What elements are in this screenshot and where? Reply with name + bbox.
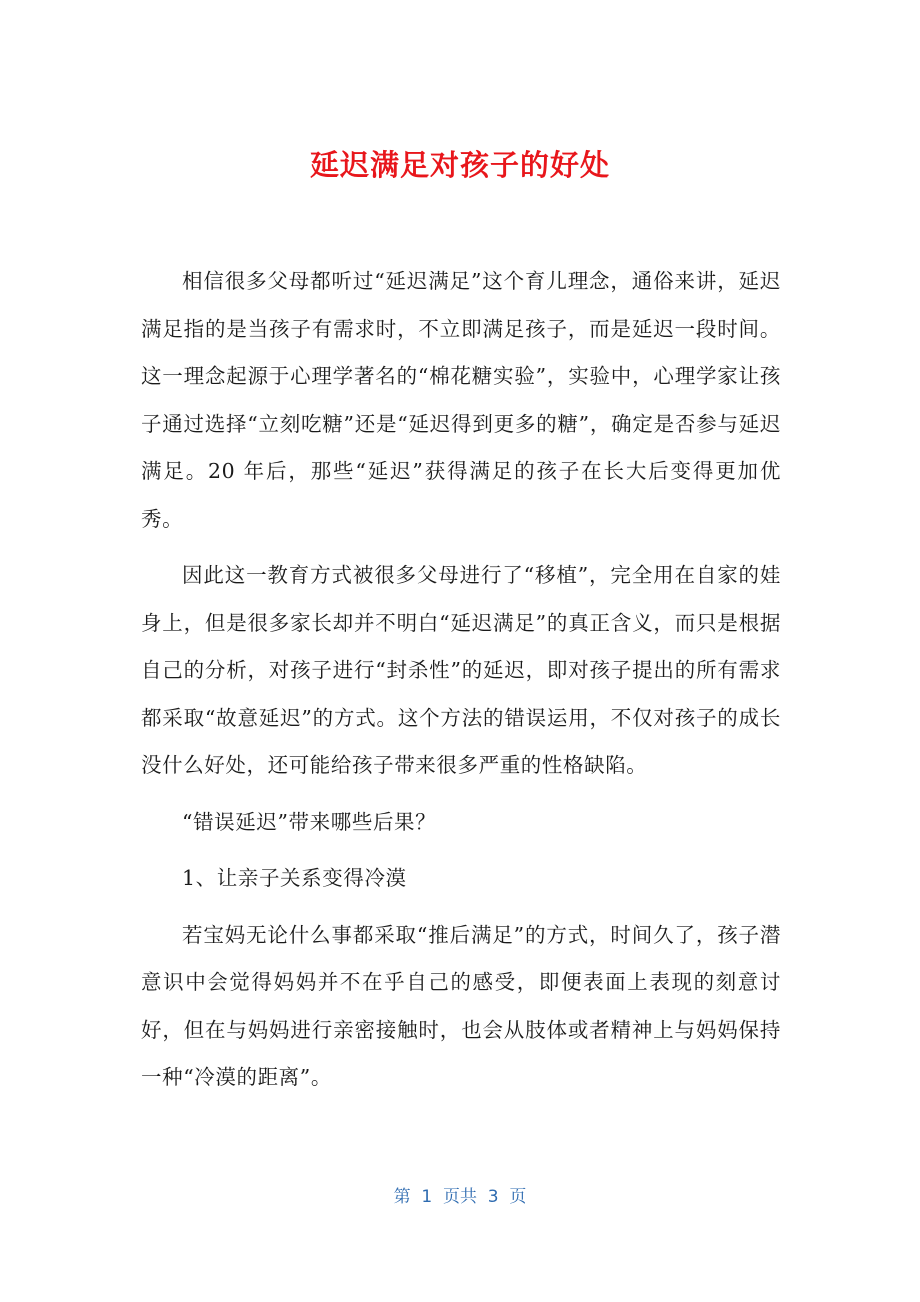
document-body xyxy=(141,258,781,1102)
paragraph-cold-relationship: 若宝妈无论什么事都采取“推后满足”的方式，时间久了，孩子潜意识中会觉得妈妈并不在乎自己的感受，即便表面上表现的刻意讨好，但在与妈妈进行亲密接触时，也会从肢体或者精神上与妈妈保持一种“冷漠的距离”。 xyxy=(141,922,781,1089)
page-number-footer: 第 1 页共 3 页 xyxy=(393,1187,527,1207)
document-title: 延迟满足对孩子的好处 xyxy=(309,148,610,182)
paragraph-misuse: 因此这一教育方式被很多父母进行了“移植”，完全用在自家的娃身上，但是很多家长却并不明白“延迟满足”的真正含义，而只是根据自己的分析，对孩子进行“封杀性”的延迟，即对孩子提出的所有需求都采取“故意延迟”的方式。这个方法的错误运用，不仅对孩子的成长没什么好处，还可能给孩子带来很多严重的性格缺陷。 xyxy=(141,563,781,777)
subheading-cold-relationship: 1、让亲子关系变得冷漠 xyxy=(182,866,407,890)
section-heading-consequences: “错误延迟”带来哪些后果？ xyxy=(182,809,437,834)
paragraph-intro: 相信很多父母都听过“延迟满足”这个育儿理念，通俗来讲，延迟满足指的是当孩子有需求时，不立即满足孩子，而是延迟一段时间。这一理念起源于心理学著名的“棉花糖实验”，实验中，心理学家让孩子通过选择“立刻吃糖”还是“延迟得到更多的糖”，确定是否参与延迟满足。20 年后，那些“延迟”获得满足的孩子在长大后变得更加优秀。 xyxy=(141,269,781,531)
